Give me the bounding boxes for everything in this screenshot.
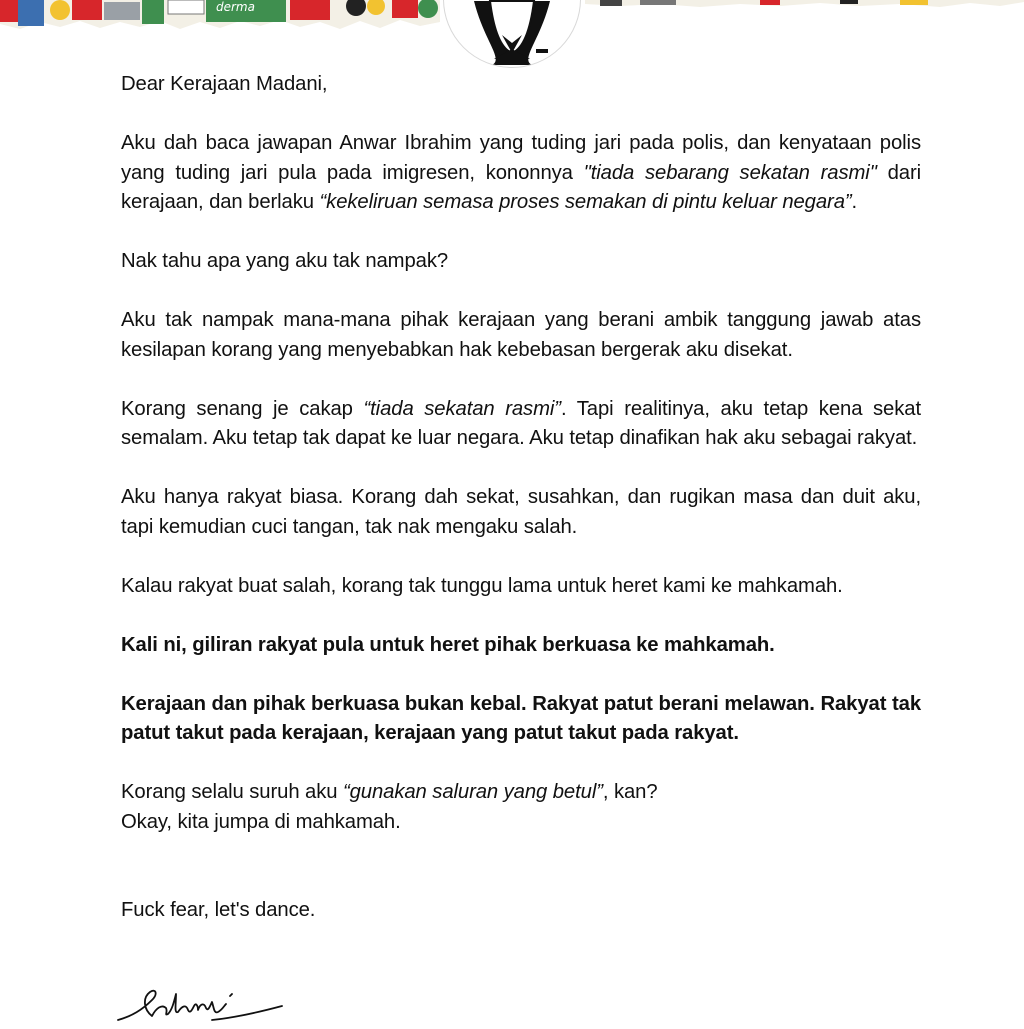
handwritten-signature [112,980,292,1024]
bold-statement-2: Kerajaan dan pihak berkuasa bukan kebal. Rakyat patut berani melawan. Rakyat tak patut takut pada kerajaan, kerajaan yang patut takut pada rakyat. [121,692,921,744]
paragraph-7 [121,631,921,661]
paragraph-3: Aku tak nampak mana-mana pihak kerajaan yang berani ambik tanggung jawab atas kesilapan korang yang menyebabkan hak kebebasan bergerak aku disekat. [121,309,921,361]
paragraph-4-text-b: . Tapi realitinya, aku tetap kena sekat semalam. Aku tetap tak dapat ke luar negara. Aku tetap dinafikan hak aku sebagai rakyat. [121,397,921,449]
paragraph-1 [121,129,921,218]
paragraph-1-text-b: dari kerajaan, dan berlaku [121,161,921,213]
paragraph-6: Kalau rakyat buat salah, korang tak tunggu lama untuk heret kami ke mahkamah. [121,574,843,597]
signature-icon [112,980,292,1024]
paragraph-5: Aku hanya rakyat biasa. Korang dah sekat, susahkan, dan rugikan masa dan duit aku, tapi kemudian cuci tangan, tak nak mengaku salah. [121,486,921,538]
quote-tiada-sebarang-sekatan: "tiada sebarang sekatan rasmi" [583,161,877,184]
paragraph-9-line-2: Okay, kita jumpa di mahkamah. [121,810,401,833]
closing-line: Fuck fear, let's dance. [121,899,316,921]
paragraph-1-text-c: . [851,191,858,213]
quote-tiada-sekatan-rasmi: “tiada sekatan rasmi” [363,397,561,420]
paragraph-9-text-a: Korang selalu suruh aku [121,781,343,803]
sticker-label: derma [216,0,255,14]
author-avatar [443,0,581,68]
quote-gunakan-saluran: “gunakan saluran yang betul” [342,781,603,803]
letter-body [121,70,921,926]
paragraph-4-text-a: Korang senang je cakap [121,397,364,420]
paragraph-4 [121,395,921,454]
paragraph-8 [121,690,921,749]
avatar-illustration-icon [444,0,580,67]
paragraph-2: Nak tahu apa yang aku tak nampak? [121,250,449,272]
paragraph-9 [121,778,921,808]
salutation: Dear Kerajaan Madani, [121,73,328,95]
quote-kekeliruan: “kekeliruan semasa proses semakan di pintu keluar negara” [319,191,852,213]
bold-statement-1: Kali ni, giliran rakyat pula untuk heret pihak berkuasa ke mahkamah. [121,633,775,656]
paragraph-1-text-a: Aku dah baca jawapan Anwar Ibrahim yang tuding jari pada polis, dan kenyataan polis yang tuding jari pula pada imigresen, kononnya [121,132,921,184]
paragraph-9-text-b: , kan? [602,781,658,803]
